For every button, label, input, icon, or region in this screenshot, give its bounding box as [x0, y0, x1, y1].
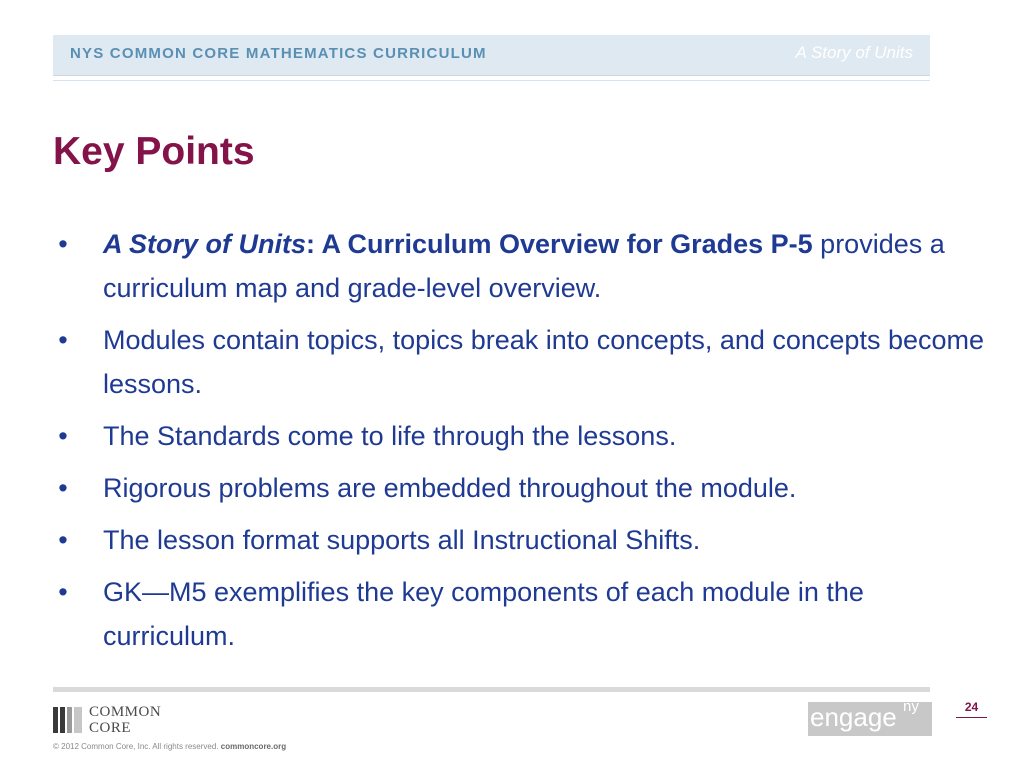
list-item-emphasis-italic: A Story of Units	[103, 229, 307, 259]
engage-ny-logo	[808, 698, 932, 736]
bullet-icon: •	[58, 473, 68, 503]
slide-title: Key Points	[53, 130, 255, 173]
list-item	[53, 466, 993, 510]
common-core-logo-text	[89, 704, 209, 736]
list-item-text: Rigorous problems are embedded throughout the module.	[103, 473, 797, 503]
page-number: 24	[956, 700, 987, 718]
engage-logo-ny: ny	[903, 698, 919, 715]
bullet-icon: •	[58, 525, 68, 555]
logo-line-2: CORE	[89, 720, 132, 736]
common-core-logo-icon	[53, 707, 83, 733]
curriculum-name: NYS COMMON CORE MATHEMATICS CURRICULUM	[70, 45, 487, 62]
copyright-text: © 2012 Common Core, Inc. All rights reserved.	[53, 742, 219, 751]
list-item-text: GK—M5 exemplifies the key components of each module in the curriculum.	[103, 577, 864, 651]
bullet-icon: •	[58, 577, 68, 607]
list-item-emphasis: : A Curriculum Overview for Grades P-5	[306, 229, 813, 259]
key-points-list	[53, 222, 993, 666]
list-item	[53, 318, 993, 406]
list-item-text: The Standards come to life through the lessons.	[103, 421, 677, 451]
header-divider	[53, 80, 930, 81]
bullet-icon: •	[58, 229, 68, 259]
logo-line-1: COMMON	[89, 704, 162, 720]
bullet-icon: •	[58, 421, 68, 451]
footer-divider	[53, 687, 930, 692]
list-item	[53, 518, 993, 562]
list-item	[53, 222, 993, 310]
header-bar	[53, 35, 930, 76]
engage-logo-word: engage	[810, 702, 897, 732]
series-name: A Story of Units	[795, 43, 913, 62]
list-item	[53, 414, 993, 458]
list-item-text: provides a curriculum map and grade-level overview.	[103, 229, 945, 303]
copyright-site: commoncore.org	[220, 742, 287, 751]
list-item	[53, 570, 993, 658]
copyright-notice	[53, 742, 286, 751]
list-item-text: Modules contain topics, topics break into concepts, and concepts become lessons.	[103, 325, 985, 399]
bullet-icon: •	[58, 325, 68, 355]
list-item-text: The lesson format supports all Instructional Shifts.	[103, 525, 701, 555]
